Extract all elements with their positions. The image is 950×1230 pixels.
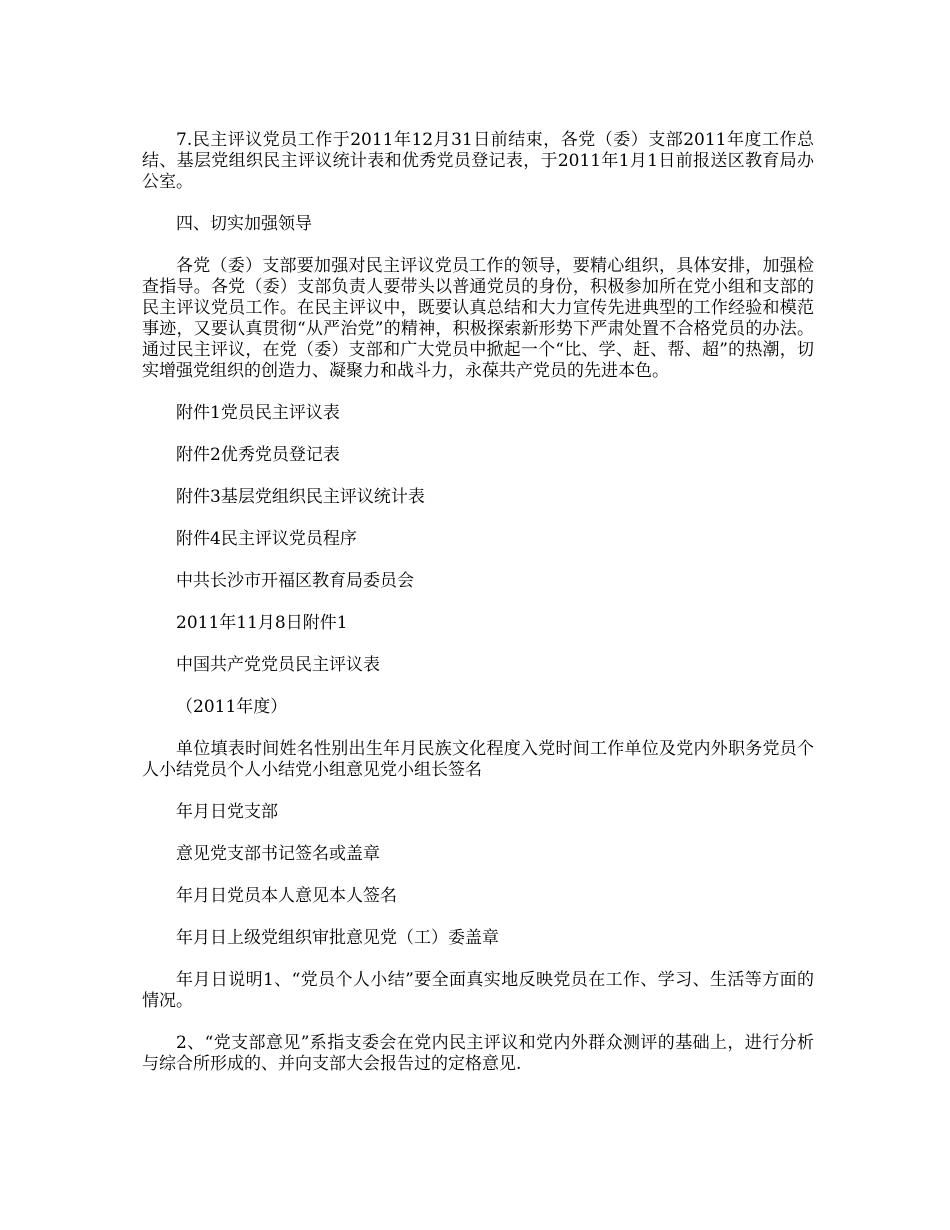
attachment-2: 附件2优秀党员登记表 [176,445,340,465]
attachment-3: 附件3基层党组织民主评议统计表 [176,487,425,507]
form-year: （2011年度） [176,697,288,717]
paragraph-conclusion-deadline: 7.民主评议党员工作于2011年12月31日前结束，各党（委）支部2011年度工作总结、基层党组织民主评议统计表和优秀党员登记表，于2011年1月1日前报送区教育局办公室。 [142,130,814,192]
section-heading-leadership: 四、切实加强领导 [176,214,312,234]
note-2: 2、“党支部意见”系指支委会在党内民主评议和党内外群众测评的基础上，进行分析与综合所形成的、并向支部大会报告过的定格意见. [142,1033,814,1074]
form-fields: 单位填表时间姓名性别出生年月民族文化程度入党时间工作单位及党内外职务党员个人小结党员个人小结党小组意见党小组长签名 [142,739,814,780]
document-body [142,130,814,1096]
form-approval: 年月日上级党组织审批意见党（工）委盖章 [176,928,499,948]
form-member-opinion: 年月日党员本人意见本人签名 [176,886,397,906]
note-1: 年月日说明1、“党员个人小结”要全面真实地反映党员在工作、学习、生活等方面的情况。 [142,970,814,1011]
issuer: 中共长沙市开福区教育局委员会 [176,571,414,591]
attachment-1: 附件1党员民主评议表 [176,403,340,423]
form-title: 中国共产党党员民主评议表 [176,655,380,675]
paragraph-leadership: 各党（委）支部要加强对民主评议党员工作的领导，要精心组织，具体安排，加强检查指导。各党（委）支部负责人要带头以普通党员的身份，积极参加所在党小组和支部的民主评议党员工作。在民主评议中，既要认真总结和大力宣传先进典型的工作经验和模范事迹，又要认真贯彻“从严治党”的精神，积极探索新形势下严肃处置不合格党员的办法。通过民主评议，在党（委）支部和广大党员中掀起一个“比、学、赶、帮、超”的热潮，切实增强党组织的创造力、凝聚力和战斗力，永葆共产党员的先进本色。 [142,256,814,381]
issue-date: 2011年11月8日附件1 [176,613,348,633]
attachment-4: 附件4民主评议党员程序 [176,529,357,549]
form-branch-opinion: 意见党支部书记签名或盖章 [176,844,380,864]
form-party-branch: 年月日党支部 [176,802,278,822]
